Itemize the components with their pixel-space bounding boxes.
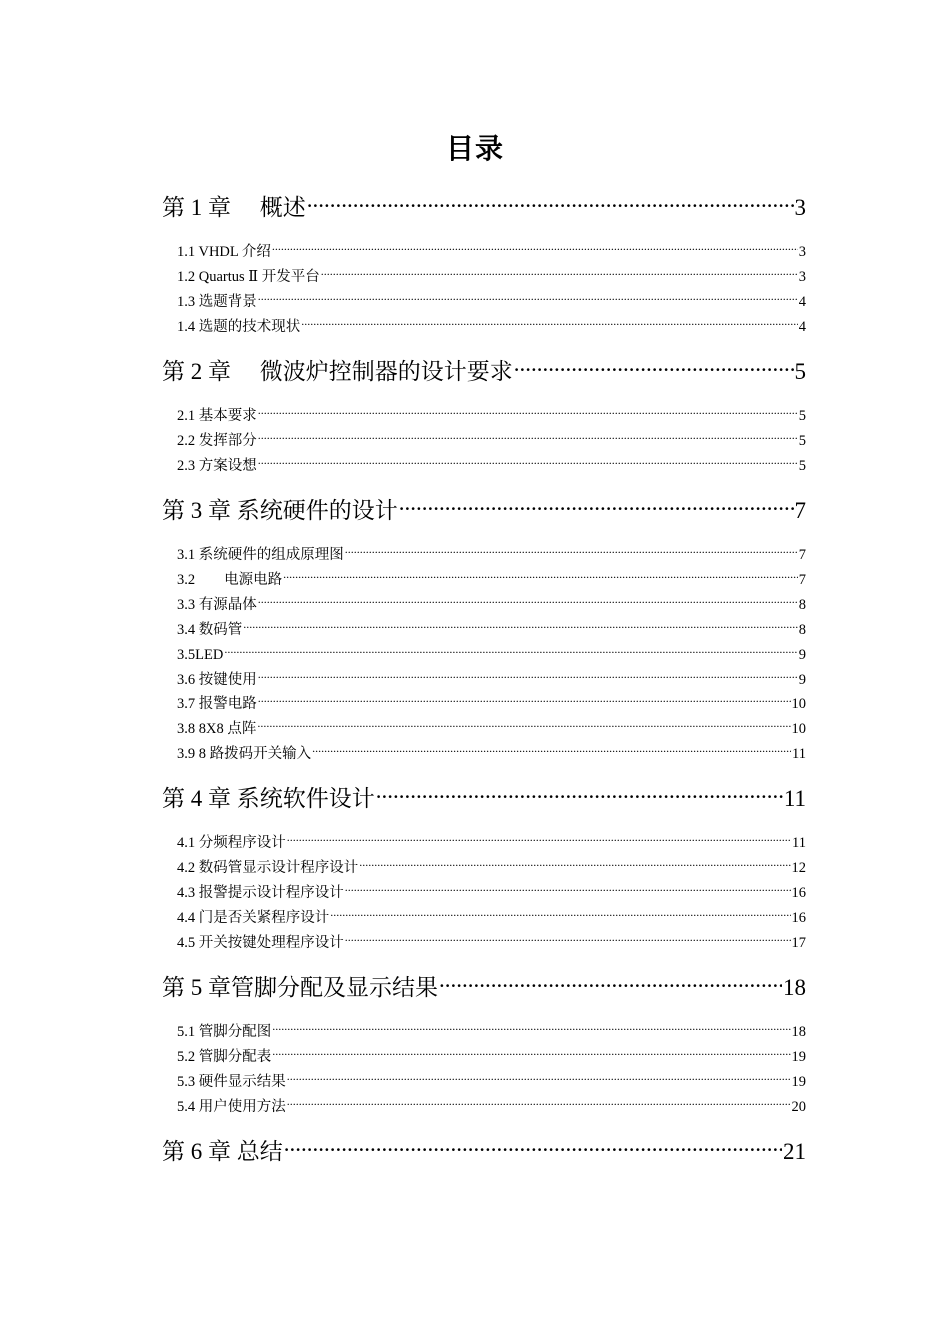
chapter-title: 第 5 章管脚分配及显示结果 (162, 975, 438, 1000)
dot-leader (284, 1129, 782, 1159)
chapter-title: 第 6 章 总结 (162, 1139, 283, 1164)
dot-leader (345, 539, 798, 559)
toc-section-entry[interactable] (177, 688, 806, 713)
dot-leader (258, 425, 798, 445)
page-number: 8 (798, 596, 806, 613)
dot-leader (312, 738, 791, 758)
toc-section-entry[interactable] (177, 236, 806, 260)
toc-section-entry[interactable] (177, 1016, 806, 1040)
page-number: 16 (791, 884, 806, 901)
page-number: 21 (783, 1139, 806, 1164)
section-title: 5.4 用户使用方法 (177, 1098, 286, 1115)
toc-section-entry[interactable] (177, 425, 806, 449)
dot-leader (301, 311, 798, 331)
section-title: 3.1 系统硬件的组成原理图 (177, 547, 344, 563)
toc-section-entry[interactable] (177, 852, 806, 876)
section-title: 3.8 8X8 点阵 (177, 721, 257, 738)
dot-leader (345, 927, 791, 947)
page-number: 12 (791, 859, 806, 876)
toc-title: 目录 (445, 134, 504, 165)
section-title: 3.9 8 路拨码开关输入 (177, 746, 312, 763)
page-number: 8 (798, 621, 806, 638)
dot-leader (287, 1091, 791, 1111)
toc-chapter-entry[interactable] (162, 488, 806, 523)
dot-leader (258, 400, 798, 420)
page-number: 9 (798, 646, 806, 663)
page-number: 4 (798, 318, 806, 335)
dot-leader (287, 1066, 791, 1086)
page-number: 3 (798, 268, 806, 285)
section-title: 3.6 按键使用 (177, 671, 257, 688)
section-title: 1.3 选题背景 (177, 293, 257, 310)
page-number: 18 (791, 1024, 806, 1040)
toc-section-entry[interactable] (177, 1066, 806, 1090)
section-title: 5.3 硬件显示结果 (177, 1073, 286, 1090)
toc-section-entry[interactable] (177, 927, 806, 951)
dot-leader (330, 902, 790, 922)
page-number: 10 (791, 696, 806, 713)
page-number: 9 (798, 671, 806, 688)
page-number: 11 (792, 835, 806, 851)
section-title: 2.2 发挥部分 (177, 432, 257, 449)
page-number: 18 (783, 975, 806, 1000)
page-number: 16 (791, 909, 806, 926)
section-title: 3.5LED (177, 646, 224, 663)
section-title: 3.7 报警电路 (177, 696, 257, 713)
page-number: 5 (798, 457, 806, 474)
toc-section-entry[interactable] (177, 639, 806, 663)
section-title: 5.1 管脚分配图 (177, 1024, 272, 1040)
toc-section-entry[interactable] (177, 713, 806, 738)
toc-section-entry[interactable] (177, 450, 806, 474)
toc-chapter-entry[interactable] (162, 185, 806, 220)
page-number: 5 (798, 432, 806, 449)
section-title: 1.4 选题的技术现状 (177, 318, 301, 335)
toc-section-entry[interactable] (177, 311, 806, 335)
dot-leader (258, 450, 798, 470)
section-title: 4.3 报警提示设计程序设计 (177, 884, 344, 901)
page-number: 5 (794, 359, 806, 384)
dot-leader (272, 236, 798, 256)
dot-leader (257, 713, 790, 733)
page-number: 3 (794, 195, 806, 220)
page-number: 3 (798, 244, 806, 260)
section-title: 4.2 数码管显示设计程序设计 (177, 859, 359, 876)
page-number: 17 (791, 934, 806, 951)
toc-section-entry[interactable] (177, 664, 806, 688)
toc-section-entry[interactable] (177, 1041, 806, 1065)
dot-leader (224, 639, 797, 659)
toc-section-entry[interactable] (177, 261, 806, 285)
toc-section-entry[interactable] (177, 827, 806, 851)
dot-leader (514, 349, 794, 379)
toc-chapter-entry[interactable] (162, 1129, 806, 1164)
toc-section-entry[interactable] (177, 400, 806, 424)
dot-leader (345, 877, 791, 897)
toc-section-entry[interactable] (177, 877, 806, 901)
section-title: 1.2 Quartus Ⅱ 开发平台 (177, 268, 320, 285)
dot-leader (283, 564, 798, 584)
toc-section-entry[interactable] (177, 738, 806, 763)
dot-leader (376, 776, 783, 806)
dot-leader (272, 1016, 790, 1036)
section-title: 4.4 门是否关紧程序设计 (177, 909, 330, 926)
toc-section-entry[interactable] (177, 539, 806, 563)
section-title: 3.4 数码管 (177, 621, 243, 638)
page-number: 11 (783, 786, 806, 811)
toc-section-entry[interactable] (177, 1091, 806, 1115)
toc-chapter-entry[interactable] (162, 776, 806, 811)
dot-leader (307, 185, 794, 215)
page-number: 10 (791, 721, 806, 738)
section-title: 4.5 开关按键处理程序设计 (177, 934, 344, 951)
dot-leader (359, 852, 790, 872)
section-title: 2.3 方案设想 (177, 457, 257, 474)
section-title: 3.3 有源晶体 (177, 596, 257, 613)
toc-section-entry[interactable] (177, 564, 806, 588)
toc-chapter-entry[interactable] (162, 965, 806, 1000)
dot-leader (258, 589, 798, 609)
section-title: 3.2 电源电路 (177, 571, 283, 588)
page-number: 5 (798, 408, 806, 424)
page-number: 19 (791, 1048, 806, 1065)
page-number: 7 (798, 571, 806, 588)
section-title: 2.1 基本要求 (177, 408, 257, 424)
page-number: 20 (791, 1098, 806, 1115)
chapter-title: 第 2 章 微波炉控制器的设计要求 (162, 359, 513, 384)
section-title: 5.2 管脚分配表 (177, 1048, 272, 1065)
toc-section-entry[interactable] (177, 902, 806, 926)
dot-leader (287, 827, 791, 847)
chapter-title: 第 3 章 系统硬件的设计 (162, 498, 398, 523)
dot-leader (399, 488, 794, 518)
toc-chapter-entry[interactable] (162, 349, 806, 384)
chapter-title: 第 4 章 系统软件设计 (162, 786, 375, 811)
toc-section-entry[interactable] (177, 286, 806, 310)
page-number: 4 (798, 293, 806, 310)
toc-section-entry[interactable] (177, 589, 806, 613)
dot-leader (243, 614, 798, 634)
dot-leader (439, 965, 782, 995)
page-number: 7 (798, 547, 806, 563)
dot-leader (258, 688, 791, 708)
dot-leader (272, 1041, 790, 1061)
chapter-title: 第 1 章 概述 (162, 195, 306, 220)
section-title: 1.1 VHDL 介绍 (177, 244, 271, 260)
page-number: 11 (792, 746, 806, 763)
page-number: 19 (791, 1073, 806, 1090)
page-number: 7 (794, 498, 806, 523)
section-title: 4.1 分频程序设计 (177, 835, 286, 851)
dot-leader (258, 664, 798, 684)
toc-section-entry[interactable] (177, 614, 806, 638)
dot-leader (258, 286, 798, 306)
dot-leader (321, 261, 798, 281)
